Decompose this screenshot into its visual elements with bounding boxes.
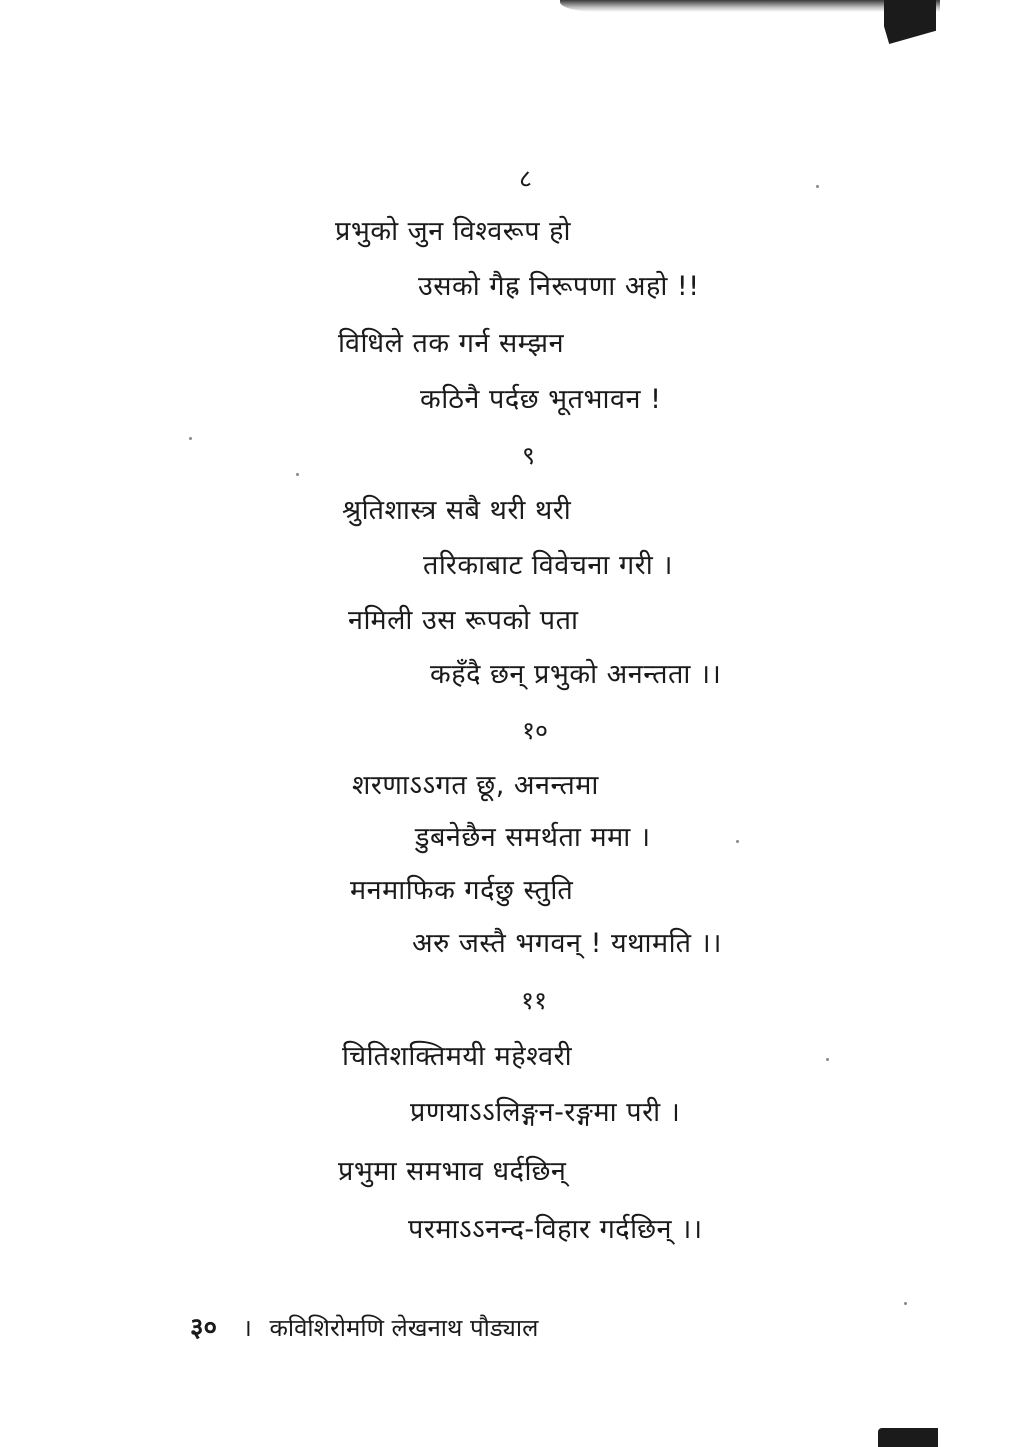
scan-speck bbox=[736, 840, 739, 843]
scan-speck bbox=[904, 1302, 907, 1305]
verse-line: विधिले तक गर्न सम्झन bbox=[338, 328, 565, 359]
verse-number: १० bbox=[522, 716, 549, 745]
verse-line: परमाऽऽनन्द-विहार गर्दछिन् ।। bbox=[408, 1214, 703, 1245]
verse-line: प्रभुको जुन विश्वरूप हो bbox=[335, 216, 571, 247]
verse-line: प्रभुमा समभाव धर्दछिन् bbox=[338, 1156, 567, 1187]
verse-line: नमिली उस रूपको पता bbox=[348, 605, 579, 636]
verse-line: शरणाऽऽगत छू, अनन्तमा bbox=[352, 770, 599, 801]
verse-number: ११ bbox=[521, 986, 548, 1015]
verse-line: कहँदै छन् प्रभुको अनन्तता ।। bbox=[430, 659, 722, 690]
scan-edge-corner-top-right bbox=[884, 0, 936, 44]
scan-speck bbox=[816, 185, 819, 188]
verse-line: कठिनै पर्दछ भूतभावन ! bbox=[420, 384, 662, 415]
verse-line: डुबनेछैन समर्थता ममा । bbox=[415, 822, 651, 853]
page-footer bbox=[190, 1315, 538, 1341]
verse-line: प्रणयाऽऽलिङ्गन-रङ्गमा परी । bbox=[410, 1097, 681, 1128]
verse-line: उसको गैह्र निरूपणा अहो !! bbox=[418, 271, 700, 302]
scan-speck bbox=[296, 473, 299, 476]
verse-line: अरु जस्तै भगवन् ! यथामति ।। bbox=[412, 928, 723, 959]
scan-edge-corner-bottom-right bbox=[878, 1428, 938, 1447]
verse-number: ८ bbox=[519, 164, 533, 193]
page-number: ३० bbox=[190, 1313, 218, 1343]
scan-speck bbox=[826, 1058, 829, 1061]
footer-separator: । bbox=[242, 1314, 252, 1342]
verse-line: मनमाफिक गर्दछु स्तुति bbox=[350, 875, 574, 906]
scan-edge-top bbox=[560, 0, 940, 12]
verse-line: चितिशक्तिमयी महेश्वरी bbox=[342, 1041, 573, 1072]
scan-speck bbox=[189, 437, 192, 440]
verse-number: ९ bbox=[522, 441, 536, 470]
verse-line: तरिकाबाट विवेचना गरी । bbox=[423, 550, 674, 581]
verse-line: श्रुतिशास्त्र सबै थरी थरी bbox=[342, 495, 572, 526]
footer-book-title: कविशिरोमणि लेखनाथ पौड्याल bbox=[269, 1314, 539, 1342]
